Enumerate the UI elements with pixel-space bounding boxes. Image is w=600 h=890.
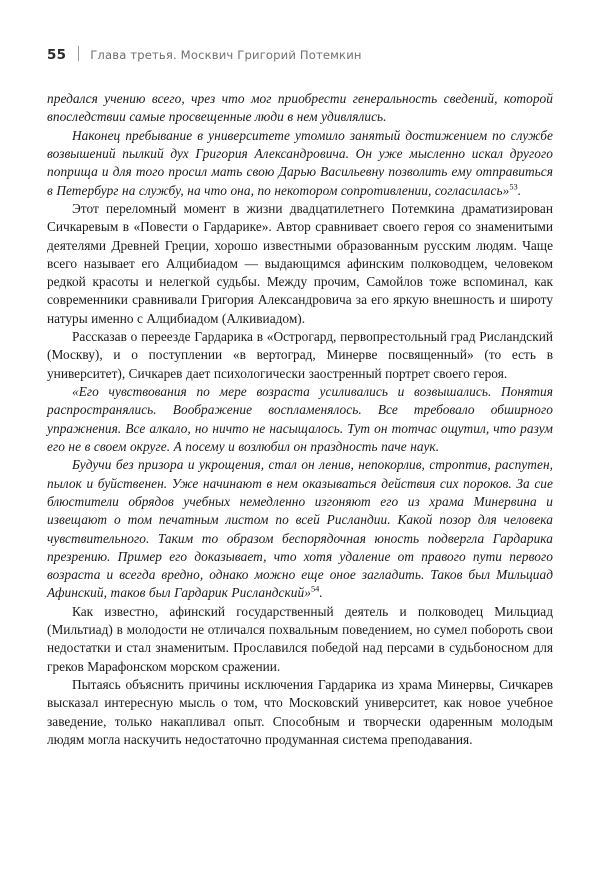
paragraph-1: предался учению всего, чрез что мог приобрести генеральность сведений, которой впоследствии самые просвещенные люди в нем удивлялись. — [47, 91, 553, 125]
paragraph-6-text: Будучи без призора и укрощения, стал он ленив, непокорлив, строптив, распутен, пылок и буйственен. Уже начинают в нем оказываться действия сих пороков. За сие блюстители обрядов учебных немедленно изгоняют его из храма Минервина и извещают о том печатным листом по всей Рисландии. Какой позор для человека чувствительного. Таким то образом беспорядочная юность подвергла Гардарика презрению. Пример его доказывает, что хотя удаление от правого пути первого возраста и всегда вредно, однако можно еще оное загладить. Таков был Мильциад Афинский, таков был Гардарик Рисландский» — [47, 457, 553, 601]
footnote-marker-54[interactable]: 54 — [310, 585, 320, 594]
paragraph-6 — [47, 456, 553, 603]
footnote-marker-53[interactable]: 53 — [509, 182, 518, 192]
body-text-block — [47, 90, 553, 749]
chapter-title: Глава третья. Москвич Григорий Потемкин — [90, 48, 362, 62]
paragraph-2-text: Наконец пребывание в университете утомило занятый достижением по службе возвышений пылкий дух Григория Александровича. Он уже мысленно искал другого поприща и для того просил мать свою Дарью Васильевну позволить ему отправиться в Петербург на службу, на что она, по некотором сопротивлении, согласилась» — [47, 127, 553, 198]
running-head — [47, 44, 362, 63]
page-number: 55 — [47, 47, 67, 63]
paragraph-8: Пытаясь объяснить причины исключения Гардарика из храма Минервы, Сичкарев высказал интересную мысль о том, что Московский университет, как новое учебное заведение, только накапливал опыт. Способным и творчески одаренным молодым людям могла наскучить недостаточно продуманная система преподавания. — [47, 677, 553, 747]
paragraph-2-tail: . — [517, 182, 522, 198]
paragraph-4: Рассказав о переезде Гардарика в «Острогард, первопрестольный град Рисландский (Москву), и о поступлении «в вертоград, Минерве посвященный» (то есть в университет), Сичкарев дает психологически заостренный портрет своего героя. — [47, 329, 553, 381]
paragraph-7: Как известно, афинский государственный деятель и полководец Мильциад (Мильтиад) в молодости не отличался похвальным поведением, но сумел побороть свои недостатки и стал знаменитым. Прославился победой над персами в судьбоносном для греков Марафонском морском сражении. — [47, 603, 553, 674]
paragraph-2 — [47, 127, 553, 200]
paragraph-3: Этот переломный момент в жизни двадцатилетнего Потемкина драматизирован Сичкаревым в «Повести о Гардарике». Автор сравнивает своего героя со знаменитыми деятелями Древней Греции, хорошо известными образованным русским людям. Чаще всего называет его Алцибиадом — выдающимся афинским полководцем, человеком редкой красоты и нелегкой судьбы. Между прочим, Самойлов тоже вспоминал, как современники сравнивали Григория Александровича за его яркую внешность и широту натуры именно с Алцибиадом (Алкивиадом). — [47, 200, 553, 326]
paragraph-6-tail: . — [319, 585, 323, 601]
running-head-divider — [78, 46, 79, 61]
paragraph-5: «Его чувствования по мере возраста усиливались и возвышались. Понятия распространялись. Воображение воспламенялось. Все требовало обширного упражнения. Все алкало, но ничто не насыщалось. Тут он тотчас ощутил, что разум его не в своем округе. А посему и возлюбил он праздность паче наук. — [47, 384, 553, 454]
